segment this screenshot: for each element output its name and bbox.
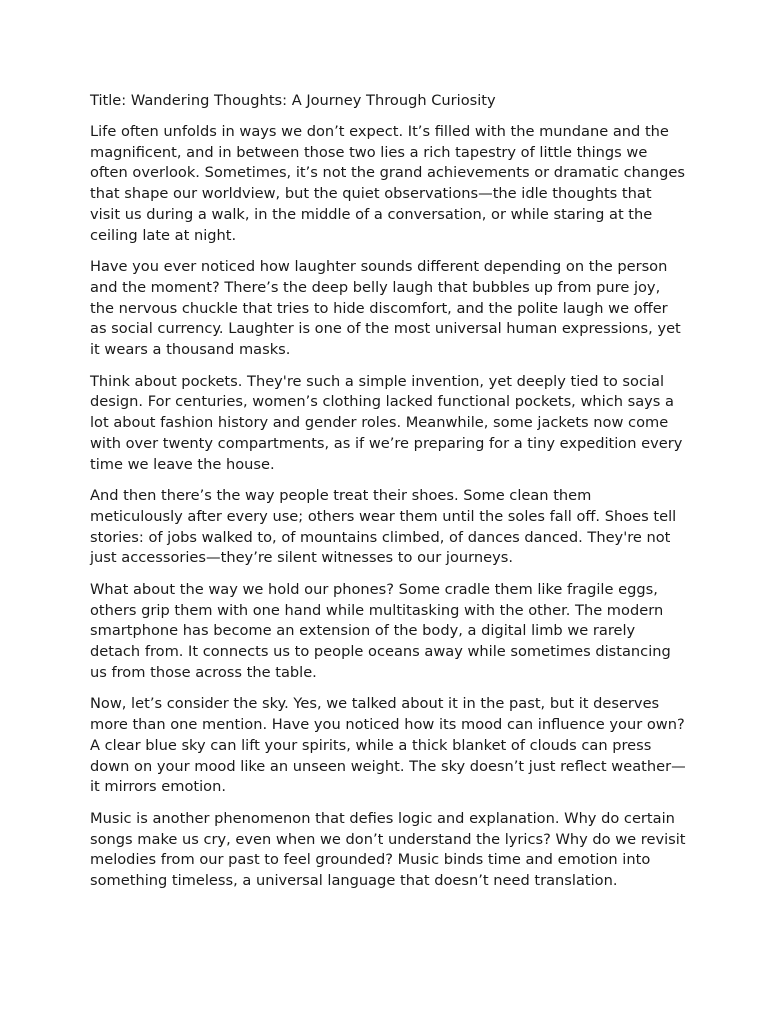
paragraph-laughter: Have you ever noticed how laughter sounds different depending on the person and the moment? There’s the deep belly laugh that bubbles up from pure joy, the nervous chuckle that tries to hide discomfort, and the polite laugh we offer as social currency. Laughter is one of the most universal human expressions, yet it wears a thousand masks. xyxy=(90,258,681,359)
paragraph-music: Music is another phenomenon that defies logic and explanation. Why do certain songs make us cry, even when we don’t understand the lyrics? Why do we revisit melodies from our past to feel grounded? Music binds time and emotion into something timeless, a universal language that doesn’t need translation. xyxy=(90,809,686,890)
paragraph-pockets: Think about pockets. They're such a simple invention, yet deeply tied to social design. For centuries, women’s clothing lacked functional pockets, which says a lot about fashion history and gender roles. Meanwhile, some jackets now come with over twenty compartments, as if we’re preparing for a tiny expedition every time we leave the house. xyxy=(90,372,683,473)
document-title: Title: Wandering Thoughts: A Journey Through Curiosity xyxy=(90,92,496,109)
paragraph-phones: What about the way we hold our phones? Some cradle them like fragile eggs, others grip them with one hand while multitasking with the other. The modern smartphone has become an extension of the body, a digital limb we rarely detach from. It connects us to people oceans away while sometimes distancing us from those across the table. xyxy=(90,580,671,681)
paragraph-sky: Now, let’s consider the sky. Yes, we talked about it in the past, but it deserves more than one mention. Have you noticed how its mood can influence your own? A clear blue sky can lift your spirits, while a thick blanket of clouds can press down on your mood like an unseen weight. The sky doesn’t just reflect weather—it mirrors emotion. xyxy=(90,695,686,796)
document-page xyxy=(90,91,686,902)
paragraph-life: Life often unfolds in ways we don’t expect. It’s filled with the mundane and the magnificent, and in between those two lies a rich tapestry of little things we often overlook. Sometimes, it’s not the grand achievements or dramatic changes that shape our worldview, but the quiet observations—the idle thoughts that visit us during a walk, in the middle of a conversation, or while staring at the ceiling late at night. xyxy=(90,122,685,244)
paragraph-shoes: And then there’s the way people treat their shoes. Some clean them meticulously after every use; others wear them until the soles fall off. Shoes tell stories: of jobs walked to, of mountains climbed, of dances danced. They're not just accessories—they’re silent witnesses to our journeys. xyxy=(90,487,677,567)
